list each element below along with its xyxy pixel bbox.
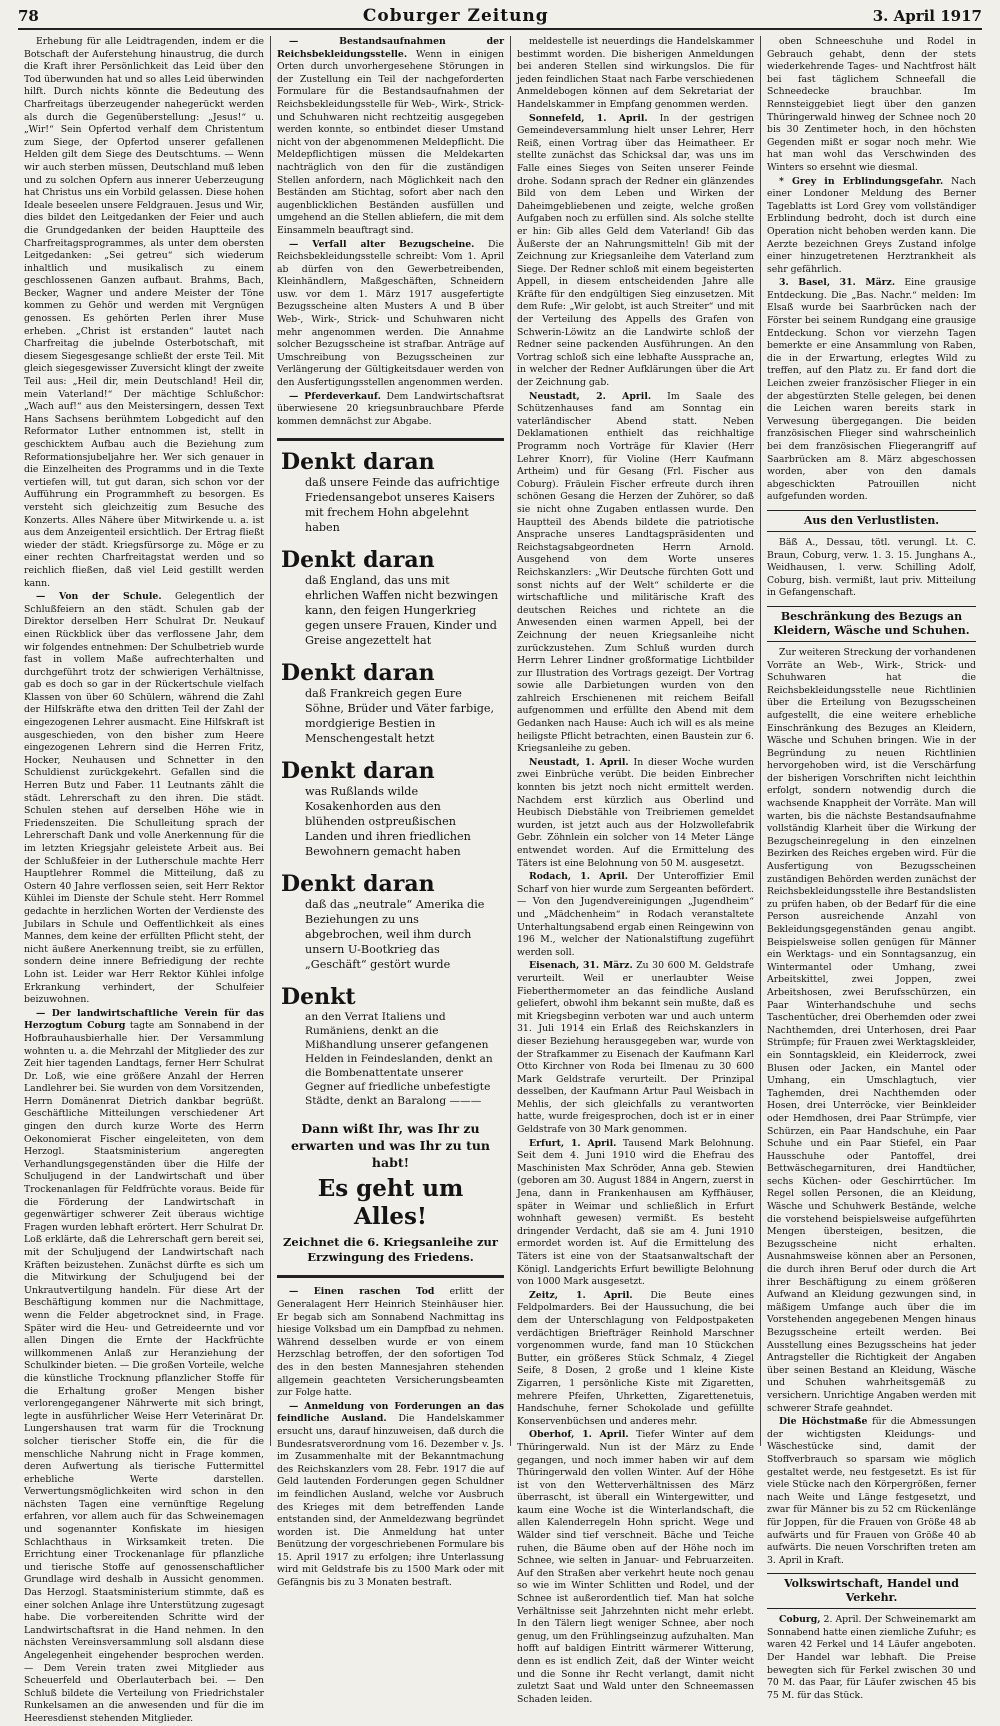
article-text: Gelegentlich der Schlußfeiern an den städt. Schulen gab der Direktor derselben Herr Schulrat Dr. Neukauf einen Rückblick über das verflossene Jahr, dem wir folgendes entnehmen: Der Schulbetrieb wurde fast in vollem Maße aufrechterhalten und durchgeführt trotz der schwierigen Verhältnisse, gab es doch so gar in der Rückertschule vielfach Klassen von über 60 Schülern, während die Zahl der Hilfskräfte etwa den dritten Teil der Zahl der eingezogenen Lehrer ausmacht. Eine Hilfskraft ist ausgeschieden, von den bisher zum Heere eingezogenen Lehrern sind die Herren Fritz, Hocker, Neuhausen und Schnetter in den Schuldienst zurückgekehrt. Gefallen sind die Herren Butz und Faber. 11 Leutnants zählt die städt. Lehrerschaft zu den ihren. Die städt. Schulen stehen auf derselben Höhe wie in Friedenszeiten. Die Schulleitung sprach der Lehrerschaft Dank und volle Anerkennung für die im letzten Kriegsjahr geleistete Arbeit aus. Bei der Schlußfeier in der Lutherschule machte Herr Hauptlehrer Rommel die Mitteilung, daß zu Ostern 40 Jahre verflossen seien, seit Herr Rektor Kühlei im Dienste der Schule steht. Herr Rommel gedachte in herzlichen Worten der Verdienste des Jubilars in Schule und Oeffentlichkeit als eines Mannes, dem keine der erfüllten Pflicht steht, der nicht äußere Anerkennung treibt, sie zu erfüllen, sondern deine innere Befriedigung der rechte Lohn ist. Leider war Herr Rektor Kühlei infolge Erkrankung verhindert, der Schulfeier beizuwohnen. (24, 591, 264, 1006)
article-heading: * Grey in Erblindungsgefahr. (779, 175, 944, 187)
article-text: Bäß A., Dessau, tötl. verungl. Lt. C. Braun, Coburg, verw. 1. 3. 15. Junghans A., Weidhausen, l. verw. Schilling Adolf, Coburg, bish. vermißt, laut priv. Mitteilung in Gefangenschaft. (767, 536, 976, 599)
column-3 (511, 36, 761, 1705)
article-heading: Zeitz, 1. April. (529, 1289, 633, 1301)
ad-item (281, 547, 500, 648)
article-text: für die Abmessungen der wichtigsten Kleidungs- und Wäschestücke sind, damit der Stoffverbrauch so sparsam wie möglich gestaltet werde, neu festgesetzt. Es ist für viele Stücke nach den Körpergrößen, ferner nach Weite und Länge festgesetzt, und zwar für Männer bis zu 52 cm Rückenlänge für Joppen, für die Frauen von Größe 48 ab aufwärts und für Frauen von Größe 40 ab aufwärts. Die neuen Vorschriften treten am 3. April in Kraft. (767, 1416, 976, 1566)
ad-heading: Denkt daran (281, 449, 435, 476)
article-text: Die Handelskammer ersucht uns, darauf hinzuweisen, daß durch die Bundesratsverordnung vom 16. Dezember v. Js. im Zusammenhalte mit der Bekanntmachung des Reichskanzlers vom 28. Febr. 1917 die auf Geld lautenden Forderungen gegen Schuldner im feindlichen Ausland, welche vor Ausbruch des Krieges mit dem betreffenden Lande entstanden sind, der Anmeldezwang begründet worden ist. Die Anmeldung hat unter Benützung der vorgeschriebenen Formulare bis 15. April 1917 zu erfolgen; ihre Unterlassung wird mit Geldstrafe bis zu 1500 Mark oder mit Gefängnis bis zu 3 Monaten bestraft. (277, 1413, 504, 1589)
section-heading: Volkswirtschaft, Handel und Verkehr. (767, 1573, 976, 1609)
war-loan-advertisement (277, 438, 504, 1278)
ad-item (281, 758, 500, 859)
ad-heading: Denkt daran (281, 871, 435, 898)
ad-heading: Denkt daran (281, 758, 435, 785)
article-text: oben Schneeschuhe und Rodel in Gebrauch gehabt, denn der stets wiederkehrende Tages- und Nachtfrost hält bei fast täglichem Schneefall die Schneedecke brauchbar. Im Rennsteiggebiet liegt über den ganzen Thüringerwald hinweg der Schnee noch 20 bis 30 Zentimeter hoch, in den höchsten Gegenden mißt er sogar noch mehr. Wie hat man wohl das Verschwinden des Winters so ersehnt wie diesmal. (767, 36, 976, 173)
article-text: Wenn in einigen Orten durch unvorhergesehene Störungen in der Zustellung ein Teil der nachgeforderten Formulare für die Bestandsaufnahmen der Reichsbekleidungsstelle für Web-, Wirk-, Strick- und Schuhwaren nicht rechtzeitig ausgegeben werden konnte, so entbindet dieser Umstand nicht von der abgenommenen Meldepflicht. Die Meldepflichtigen müssen die Meldekarten nachträglich von den für die zuständigen Stellen anfordern, nach Möglichkeit nach den Beständen am Stichtag, sofort aber nach den augenblicklichen Beständen ausfüllen und umgehend an die Stellen abliefern, die mit dem Einsammeln beauftragt sind. (277, 48, 504, 236)
article-text: 2. April. Der Schweinemarkt am Sonnabend hatte einen ziemliche Zufuhr; es waren 42 Ferkel und 14 Läufer angeboten. Der Handel war lebhaft. Die Preise bewegten sich für Ferkel zwischen 30 und 70 M. das Paar, für Läufer zwischen 45 bis 75 M. für das Stück. (767, 1614, 976, 1701)
article-text: Dem Landwirtschaftsrat überwiesene 20 kriegsunbrauchbare Pferde kommen demnächst zur Abgabe. (277, 390, 504, 427)
masthead (18, 6, 982, 30)
article-text: Im Saale des Schützenhauses fand am Sonntag ein vaterländischer Abend statt. Neben Deklamationen enthielt das reichhaltige Programm noch Vorträge für Klavier (Herr Lehrer Knorr), für Violine (Herr Kaufmann Artheim) und für Gesang (Frl. Fischer aus Coburg). Fräulein Fischer erfreute durch ihren schönen Gesang die Herzen der Zuhörer, so daß sie nicht ohne Zugaben entlassen wurde. Den Hauptteil des Abends bildete die patriotische Ansprache unseres Landtagspräsidenten und Reichstagsabgeordneten Herrn Arnold. Ausgehend von dem Worte unseres Reichskanzlers: „Wir Deutsche fürchten Gott und sonst nichts auf der Welt“ schilderte er die wirtschaftliche und militärische Kraft des deutschen Reiches und richtete an die Anwesenden einen warmen Appell, bei der Zeichnung der neuen Kriegsanleihe nicht zurückzustehen. Zum Schluß wurden durch Herrn Lehrer Lindner großformatige Lichtbilder zur Illustration des Vortrags gezeigt. Der Vortrag sowie alle Darbietungen wurden von den zahlreich Erschienenen mit reichem Beifall aufgenommen und erfüllte den Abend mit dem Gedanken nach Hause: Auch ich will es als meine heiligste Pflicht betrachten, einen Baustein zur 6. Kriegsanleihe zu geben. (517, 390, 754, 755)
column-4 (761, 36, 982, 1701)
article-heading: — Der landwirtschaftliche Verein für das Herzogtum Coburg (24, 1007, 264, 1032)
article-text: Zur weiteren Streckung der vorhandenen Vorräte an Web-, Wirk-, Strick- und Schuhwaren hat die Reichsbekleidungsstelle neue Richtlinien über die Erteilung von Bezugsscheinen aufgestellt, die eine weitere erhebliche Einschränkung des Bezuges an Kleidern, Wäsche und Schuhen bringen. Wie in der Begründung zu neuen Richtlinien hervorgehoben wird, ist die Verschärfung der bisherigen Vorschriften nicht leichthin erfolgt, sondern notwendig durch die wachsende Knappheit der Vorräte. Man will warten, bis die nächste Bestandsaufnahme vollständig Klarheit über die Wirkung der Bezugscheinregelung in den einzelnen Bezirken des Reiches ergeben wird. Für die Ausfertigung von Bezugsscheinen zuständigen Behörden werden zunächst der Reichsbekleidungsstelle ihre Bestandslisten zu prüfen haben, ob der Bedarf für die eine Person ausreichende Anzahl von Bekleidungsgegenständen genau angibt. Beispielsweise sollen genügen für Männer ein Werktags- und ein Sonntagsanzug, ein Wintermantel oder Umhang, zwei Arbeitskittel, zwei Joppen, zwei Arbeitshosen, zwei Berufsschürzen, ein Paar Winterhandschuhe und sechs Taschentücher, drei Oberhemden oder zwei Nachthemden, drei Unterhosen, drei Paar Strümpfe; für Frauen zwei Werktagskleider, ein Sonntagskleid, ein Kleiderrock, zwei Blusen oder Jacken, ein Mantel oder Umhang, ein Umschlagtuch, vier Taghemden, drei Nachthemden oder Hosen, drei Unterröcke, vier Beinkleider oder Hemdhosen, drei Paar Strümpfe, vier Schürzen, ein Paar Handschuhe, ein Paar Schuhe und ein Paar Stiefel, ein Paar Hausschuhe oder Pantoffel, drei Bettwäschegarnituren, drei Handtücher, sechs Küchen- oder Geschirrtücher. Im Regel sollen Personen, die an Kleidung, Wäsche und Schuhwerk Bestände, welche die vorstehend beispielsweise aufgeführten Mengen übersteigen, besitzen, die Bezugsscheine nicht erhalten. Ausnahmsweise können aber an Personen, die durch ihren Beruf oder durch die Art ihrer Beschäftigung zu einem größeren Aufwand an Kleidung gezwungen sind, in mäßigem Umfange auch über die im Vorstehenden angegebenen Mengen hinaus Bezugsscheine erteilt werden. Bei Ausstellung eines Bezugsscheins hat jeder Antragsteller die Richtigkeit der Angaben über seinen Bestand an Kleidung, Wäsche und Schuhen wahrheitsgemäß zu versichern. Unrichtige Angaben werden mit schwerer Strafe geahndet. (767, 646, 976, 1414)
ad-item (281, 660, 500, 746)
article-text: Der Unteroffizier Emil Scharf von hier wurde zum Sergeanten befördert. — Von den Jugendvereinigungen „Jugendheim“ und „Mädchenheim“ in Rodach veranstaltete Unterhaltungsabend ergab einen Reingewinn von 196 M., welcher der Nationalstiftung zugeführt werden soll. (517, 871, 755, 958)
article-text: Die Reichsbekleidungsstelle schreibt: Vom 1. April ab dürfen von den Gewerbetreibenden, Kleinhändlern, Maßgeschäften, Schneidern usw. vor dem 1. März 1917 ausgefertigte Bezugsscheine alten Musters A und B über Web-, Wirk-, Strick- und Schuhwaren nicht mehr angenommen werden. Die Annahme solcher Bezugsscheine ist strafbar. Anträge auf Umschreibung von Bezugsscheinen zur Verlängerung der Gültigkeitsdauer werden von den Ausfertigungsstellen angenommen werden. (277, 238, 504, 389)
article-text: Die Beute eines Feldpolmarders. Bei der Haussuchung, die bei dem der Unterschlagung von Feldpostpaketen verdächtigen Briefträger Reinhold Marschner vorgenommen wurde, fand man 10 Stückchen Butter, ein größeres Stück Schmalz, 4 Ziegel Seife, 8 Dosen, 2 große und 1 kleine Kiste Zigarren, 1 persönliche Kiste mit Zigaretten, mehrere Pfeifen, Uhrketten, Zigarettenetuis, Handschuhe, ferner Schokolade und gefüllte Konservenbüchsen und anderes mehr. (517, 1289, 754, 1427)
ad-item (281, 449, 500, 535)
page-number: 78 (18, 7, 39, 25)
article-text: meldestelle ist neuerdings die Handelskammer bestimmt worden. Die bisherigen Anmeldungen bei anderen Stellen sind wirkungslos. Die für jeden feindlichen Staat nach Farbe verschiedenen Anmeldebogen können auf dem Sekretariat der Handelskammer in Empfang genommen werden. (517, 36, 754, 110)
article-heading: — Von der Schule. (36, 591, 162, 603)
ad-text: daß Frankreich gegen Eure Söhne, Brüder und Väter farbige, mordgierige Bestien in Menschengestalt hetzt (305, 687, 495, 746)
article-heading: Oberhof, 1. April. (529, 1429, 629, 1441)
article-heading: Neustadt, 1. April. (529, 756, 629, 768)
article-heading: — Anmeldung von Forderungen an das feindliche Ausland. (277, 1400, 504, 1425)
article-heading: Sonnefeld, 1. April. (529, 112, 648, 124)
column-1 (18, 36, 271, 1724)
article-heading: — Verfall alter Bezugscheine. (289, 238, 475, 250)
article-text: In der gestrigen Gemeindeversammlung hielt unser Lehrer, Herr Reiß, einen Vortrag über das Heimatheer. Er stellte zunächst das Schicksal dar, was uns im Falle eines Sieges von Seiten unserer Feinde drohe. Sodann sprach der Redner ein glänzendes Bild von dem Leben und Wirken der Daheimgebliebenen und zeigte, welche großen Aufgaben noch zu erfüllen sind. Als solche stellte er hin: Gib alles Geld dem Vaterland! Gib das Äußerste der an Nahrungsmitteln! Gib mit der Zeichnung zur Kriegsanleihe dem Vaterland zum Siege. Der Redner schloß mit einem begeisterten Appell, in diesem entscheidenden Jahre alle Kräfte für den endgültigen Sieg einzusetzen. Mit dem Rufe: „Wir gelobt, ist auch Streiter“ und mit der Verteilung des Appells des Grafen von Schwerin-Löwitz an die Landwirte schloß der Redner seine packenden Ausführungen. An den Vortrag schloß sich eine lebhafte Aussprache an, in welcher der Redner Aufklärungen über die Art der Zeichnung gab. (517, 112, 754, 389)
ad-item (281, 871, 500, 972)
ad-text: an den Verrat Italiens und Rumäniens, denkt an die Mißhandlung unserer gefangenen Helden in Feindeslanden, denkt an die Bombenattentate unserer Gegner auf friedliche unbefestigte Städte, denkt an Baralong ——— (305, 1011, 493, 1108)
ad-text: daß England, das uns mit ehrlichen Waffen nicht bezwingen kann, den feigen Hungerkrieg gegen unsere Frauen, Kinder und Greise angezettelt hat (305, 574, 499, 648)
newspaper-title: Coburger Zeitung (362, 6, 549, 26)
article-heading: Neustadt, 2. April. (529, 390, 652, 402)
ad-heading: Denkt (281, 984, 356, 1011)
article-text: Nach einer Londoner Meldung des Berner Tageblatts ist Lord Grey vom vollständiger Erblindung bedroht, doch ist durch eine Operation nicht behoben werden kann. Die Aerzte bezeichnen Greys Zustand infolge einer hinzugetretenen Herztrankheit als sehr gefährlich. (767, 175, 976, 275)
ad-slogan: Es geht um Alles! (317, 1175, 464, 1231)
article-heading: — Bestandsaufnahmen der Reichsbekleidungsstelle. (277, 36, 504, 60)
article-text: erlitt der Generalagent Herr Heinrich Steinhäuser hier. Er begab sich am Sonnabend Nachmittag ins hiesige Volksbad um ein Dampfbad zu nehmen. Während desselben wurde er von einem Herzschlag betroffen, der den sofortigen Tod des in den besten Mannesjahren stehenden allgemein geachteten Versicherungsbeamten zur Folge hatte. (277, 1286, 504, 1399)
issue-date: 3. April 1917 (872, 7, 982, 25)
article-heading: — Pferdeverkauf. (289, 390, 381, 402)
article-text: Erhebung für alle Leidtragenden, indem er die Botschaft der Auferstehung hinaustrug, die durch die Kraft ihrer Persönlichkeit das Leid über den Tod überwunden hat und so alles Leid überwinden hilft. Durch nichts könnte die Bedeutung des Charfreitags überzeugender nahegerückt werden als durch die Gegenüberstellung: „Jesus!“ u. „Wir!“ Sein Opfertod verhalf dem Christentum zum Siege, der Opfertod unserer gefallenen Helden gilt dem Siege des Deutschtums. — Wenn wir auch sterben müssen, Deutschland muß leben und zu solchen Opfern aus innerer Ueberzeugung hat Christus uns ein Vorbild gelassen. Diese hohen Ideale beseelen unsere Feldgrauen. Jesus und Wir, dies bildet den Leitgedanken der Feier und auch die Grundgedanken der beiden Hauptteile des Charfreitagsprogrammes, als unter dem obersten Leitgedanken: „Sei getreu“ sich wiederum inhaltlich und musikalisch zu einem geschlossenen Ganzen aufbaut. Brahms, Bach, Becker, Wagner und andere Meister der Töne kommen zu Gehör und werden mit Vergnügen genossen. Es gehörten Perlen ihrer Muse erheben. „Christ ist erstanden“ lautet nach Charfreitag die jubelnde Osterbotschaft, mit diesem Siegesgesange schließt der erste Teil. Mit gleich siegesgewisser Zuversicht klingt der zweite Teil aus: „Heil dir, mein Deutschland! Heil dir, mein Vaterland!“ Der mächtige Schlußchor: „Wach auf!“ aus den Meistersingern, dessen Text Hans Sachsens berühmtem Lobgedicht auf den Reformator Luther entnommen ist, stellt in geschicktem Aufbau auch die Beziehung zum Reformationsjubeljahre her. Wer sich genauer in die Einzelheiten des Programms und in die Texte vertiefen will, tut gut daran, sich schon vor der Aufführung ein Programmheft zu besorgen. Es versteht sich gleichzeitig zum Besuche des Konzerts. Alles Nähere über Mitwirkende u. a. ist aus dem Anzeigenteil ersichtlich. Der Ertrag fließt wieder der städt. Kriegsfürsorge zu. Möge er zu einer rechten Charfreitagstat werden und so reichlich fließen, daß viel Leid gestillt werden kann. (24, 36, 264, 589)
article-text: Zu 30 600 M. Geldstrafe verurteilt. Weil er unerlaubter Weise Fieberthermometer an das feindliche Ausland geliefert, obwohl ihm bekannt sein mußte, daß es mit Kriegsbeginn verboten war und auch unterm 31. Juli 1914 ein Erlaß des Reichskanzlers in dieser Beziehung herausgegeben war, wurde von der Strafkammer zu Eisenach der Kaufmann Karl Otto Kirchner von Roda bei Ilmenau zu 30 600 Mark Geldstrafe verurteilt. Der Prinzipal desselben, der Kaufmann Artur Paul Weisbach in Mehlis, der sich gleichfalls zu verantworten hatte, wurde freigesprochen, doch ist er in einer Geldstrafe von 30 Mark genommen. (517, 960, 754, 1136)
column-2 (271, 36, 511, 1589)
ad-text: daß das „neutrale“ Amerika die Beziehungen zu uns abgebrochen, weil ihm durch unsern U-Bootkrieg das „Geschäft“ gestört wurde (305, 898, 485, 972)
article-text: Tiefer Winter auf dem Thüringerwald. Nun ist der März zu Ende gegangen, und noch immer haben wir auf dem Thüringerwald den vollen Winter. Auf der Höhe ist von den Wetterverhältnissen des März überrascht, ist überall ein Wintergewitter, und kaum eine Woche ist die Winterlandschaft, die allen Kalenderregeln Hohn spricht. Wege und Wälder sind tief verschneit. Bäche und Teiche ruhen, die Bäume oben auf der Höhe noch im Schnee, wie selten in Januar- und Februarzeiten. Auf den Straßen aber verkehrt heute noch genau so wie im Winter Schlitten und Rodel, und der Schnee ist außerordentlich tief. Man hat solche Verhältnisse seit Jahrzehnten nicht mehr erlebt. In den Tälern liegt weniger Schnee, aber noch genug, um den Frühlingseinzug aufzuhalten. Man hofft auf baldigen Eintritt wärmerer Witterung, denn es ist endlich Zeit, daß der Winter weicht und die Sonne ihr Recht verlangt, damit nicht zuletzt Saat und Wald unter den Schneemassen Schaden leiden. (517, 1429, 754, 1705)
ad-heading: Denkt daran (281, 660, 435, 687)
section-heading: Aus den Verlustlisten. (767, 510, 976, 532)
article-heading: Erfurt, 1. April. (529, 1137, 617, 1149)
article-heading: Die Höchstmaße (779, 1416, 868, 1428)
ad-heading: Denkt daran (281, 547, 435, 574)
article-heading: Eisenach, 31. März. (529, 960, 633, 972)
article-heading: — Einen raschen Tod (289, 1286, 435, 1298)
ad-subline: Zeichnet die 6. Kriegsanleihe zur Erzwingung des Friedens. (283, 1235, 498, 1265)
article-text: Tausend Mark Belohnung. Seit dem 4. Juni 1910 wird die Ehefrau des Maschinisten Max Schröder, Anna geb. Stewien (geboren am 30. August 1884 in Angern, zuerst in Jena, dann in Frankenhausen am Kyffhäuser, später in Weimar und schließlich in Erfurt wohnhaft gewesen) vermißt. Es besteht dringender Verdacht, daß sie am 4. Juni 1910 ermordet worden ist. Auf die Ermittelung des Täters ist eine von der Staatsanwaltschaft der Königl. Landgerichts Erfurt bewilligte Belohnung von 1000 Mark ausgesetzt. (517, 1137, 754, 1288)
article-text: tagte am Sonnabend in der Hofbrauhausbierhalle hier. Der Versammlung wohnten u. a. die Mehrzahl der Mitglieder des zur Zeit hier tagenden Landtags, ferner Herr Schulrat Dr. Loß, wie eine größere Anzahl der Herren Landlehrer bei. Sie wurden von dem Vorsitzenden, Herrn Domänenrat Dietrich dankbar begrüßt. Geschäftliche Mitteilungen verschiedener Art gingen den durch kurze Worte des Herrn Oekonomierat Fischer eingeleiteten, von dem Herzogl. Staatsministerium angeregten Verhandlungsgegenständen über die Hilfe der Schuljugend in der Landwirtschaft und über Trockenanlagen für Feldfrüchte voraus. Beide für die Förderung der Landwirtschaft in gegenwärtiger schwerer Zeit überaus wichtige Fragen wurden lebhaft erörtert. Herr Schulrat Dr. Loß erklärte, daß die Lehrerschaft gern bereit sei, mit der Schuljugend der Landwirtschaft nach Kräften beizustehen. Zunächst dürfte es sich um die Mitwirkung der Schuljugend bei der Unkrautvertilgung handeln. Für diese Art der Beschäftigung kommen nur die Nachmittage, wenn die Felder abgetrocknet sind, in Frage. Später wird die Heu- und Getreideernte und vor allen Dingen die Ernte der Hackfrüchte willkommenen Anlaß zur Heranziehung der Schulkinder bieten. — Die großen Vorteile, welche die künstliche Trocknung pflanzlicher Stoffe für die Erhaltung großer Mengen bisher verlorengegangener Nährwerte mit sich bringt, legte in ausführlicher Weise Herr Veterinärat Dr. Lungershausen trat warm für die Trocknung solcher tierischer Stoffe ein, die für die menschliche Nahrung nicht in Frage kommen, deren Aufwertung als tierische Futtermittel erhebliche Werte darstellen. Verwertungsmöglichkeiten wird schon in den nächsten Tagen eine vernünftige Regelung erfahren, vor allem auch für das Schweinemagen und sogenannter Konfiskate im hiesigen Schlachthaus in Wirksamkeit treten. Die Errichtung einer Trockenanlage für pflanzliche und tierische Stoffe auf genossenschaftlicher Grundlage wird deshalb in Aussicht genommen. Das Herzogl. Staatsministerium stimmte, daß es einer solchen Anlage ihre Unterstützung zugesagt habe. Die vorbereitenden Schritte wird der Landwirtschaftsrat in die Hand nehmen. In den nächsten Vereinsversammlung soll alsdann diese Angelegenheit eingehender besprochen werden. — Dem Verein traten zwei Mitglieder aus Scheuerfeld und Oberlauterbach bei. — Den Schluß bildete die Verteilung von Friedrichstaler Runkelsamen an die anwesenden und für die im Heeresdienst stehenden Mitglieder. (24, 1020, 264, 1724)
ad-item (281, 984, 500, 1108)
article-heading: Coburg, (779, 1614, 821, 1626)
section-heading: Beschränkung des Bezugs an Kleidern, Wäsche und Schuhen. (767, 606, 976, 642)
ad-call-to-action: Dann wißt Ihr, was Ihr zu erwarten und was Ihr zu tun habt! (290, 1121, 491, 1171)
article-text: Eine grausige Entdeckung. Die „Bas. Nachr.“ melden: Im Elsaß wurde bei Saarbrücken nach der Förster bei seinem Rundgang eine grausige Entdeckung. Schon vor vierzehn Tagen bemerkte er eine Ansammlung von Raben, die in der Erwartung, erlegtes Wild zu treffen, auf den Platz zu. Er fand dort die Leichen zweier französischer Flieger in ein der abgestürzten Stelle gelegen, bei denen die Leichen waren bereits stark in Verwesung übergegangen. Die beiden französischen Flieger sind wahrscheinlich bei dem französischen Fliegerangriff auf Saarbrücken am 8. März abgeschossen worden, aber von den damals abgeschickten Patrouillen nicht aufgefunden worden. (767, 277, 977, 503)
ad-text: was Rußlands wilde Kosakenhorden aus den blühenden ostpreußischen Landen und ihren friedlichen Bewohnern gemacht haben (305, 785, 471, 859)
article-text: In dieser Woche wurden zwei Einbrüche verübt. Die beiden Einbrecher konnten bis jetzt noch nicht ermittelt werden. Nachdem erst kürzlich aus Oberlind und Heubisch Diebstähle von Treibriemen gemeldet wurden, ist jetzt auch aus der Holzwollefabrik Gebr. Zöhnlein ein solcher von 14 Meter Länge entwendet worden. Auf die Ermittelung des Täters ist eine Belohnung von 50 M. ausgesetzt. (517, 756, 754, 869)
columns (18, 36, 982, 1724)
article-heading: Rodach, 1. April. (529, 871, 628, 883)
article-heading: 3. Basel, 31. März. (779, 277, 896, 289)
ad-text: daß unsere Feinde das aufrichtige Friedensangebot unseres Kaisers mit frechem Hohn abgelehnt haben (305, 476, 500, 535)
